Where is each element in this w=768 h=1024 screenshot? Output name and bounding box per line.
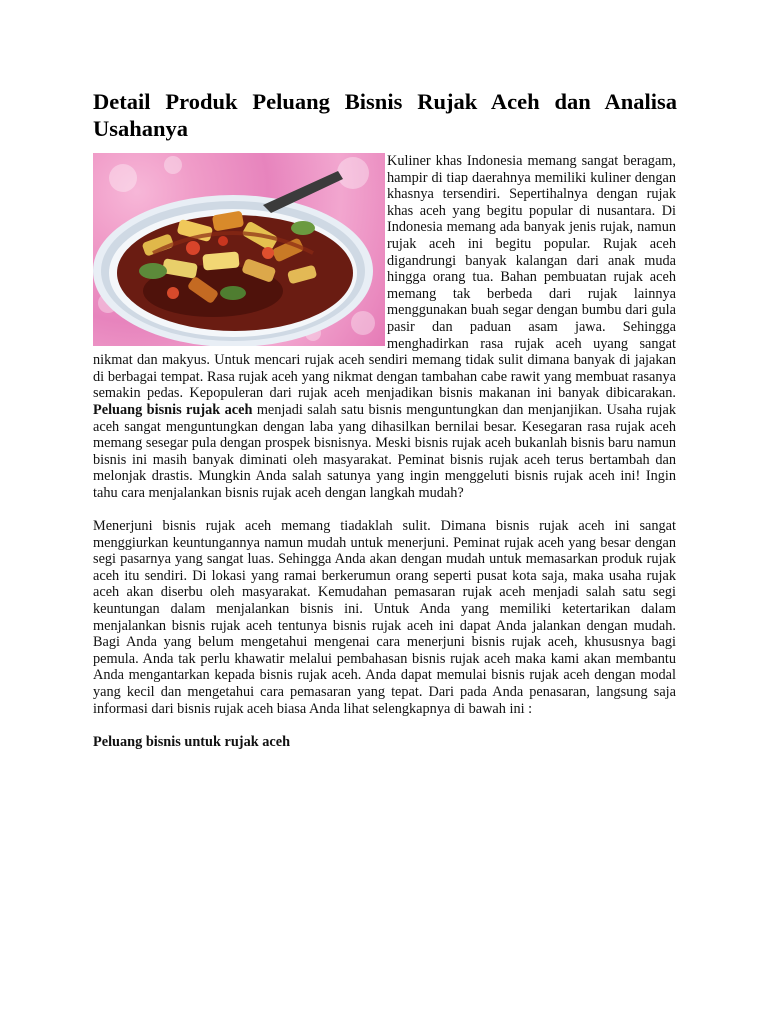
section-subheading: Peluang bisnis untuk rujak aceh xyxy=(93,733,291,750)
paragraph-intro-continued: menjadi salah satu bisnis menguntungkan dan menjanjikan. Usaha rujak aceh sangat menguntungkan dengan laba yang dihasilkan bernilai besar. Kesegaran rasa rujak aceh memang sesegar pula dengan prospek bisnisnya. Meski bisnis rujak aceh bukanlah bisnis baru namun bisnis ini masih banyak diminati oleh masyarakat. Peminat bisnis rujak aceh terus bertambah dan melonjak drastis. Mungkin Anda salah satunya yang ingin menggeluti bisnis rujak aceh ini! Ingin tahu cara menjalankan bisnis rujak aceh dengan langkah mudah? xyxy=(93,401,676,501)
rujak-aceh-photo xyxy=(93,153,385,346)
rujak-plate-illustration xyxy=(93,153,385,346)
article-body xyxy=(93,153,676,750)
paragraph-second: Menerjuni bisnis rujak aceh memang tiadaklah sulit. Dimana bisnis rujak aceh ini sangat menggiurkan keuntungannya namun mudah untuk menerjuni. Peminat rujak aceh yang besar dengan segi pasarnya yang sangat luas. Sehingga Anda akan dengan mudah untuk memasarkan produk rujak aceh itu sendiri. Di lokasi yang ramai berkerumun orang seperti pusat kota saja, maka usaha rujak aceh akan diserbu oleh masyarakat. Kemudahan pemasaran rujak aceh menjadi salah satu segi keuntungan dalam menjalankan bisnis ini. Untuk Anda yang memiliki ketertarikan dalam menjalankan bisnis rujak aceh tentunya bisnis rujak aceh ini dapat Anda jalankan dengan mudah. Bagi Anda yang belum mengetahui mengenai cara menerjuni bisnis rujak aceh, khususnya bagi pemula. Anda tak perlu khawatir melalui pembahasan bisnis rujak aceh maka kami akan membantu Anda mengantarkan kepada bisnis rujak aceh. Anda dapat memulai bisnis rujak aceh dengan modal yang kecil dan mengetahui cara pemasaran yang tepat. Dari pada Anda penasaran, langsung saja informasi dari bisnis rujak aceh biasa Anda lihat selengkapnya di bawah ini : xyxy=(93,518,676,717)
highlight-keyword: Peluang bisnis rujak aceh xyxy=(93,401,253,418)
paragraph-intro-text: Kuliner khas Indonesia memang sangat beragam, hampir di tiap daerahnya memiliki kuliner dengan khasnya tersendiri. Sepertihalnya dengan rujak khas aceh yang begitu popular di nusantara. Di Indonesia memang ada banyak jenis rujak, namun rujak aceh ini begitu popular. Rujak aceh digandrungi banyak kalangan dari anak muda hingga orang tua. Bahan pembuatan rujak aceh memang tak berbeda dari rujak lainnya menggunakan buah segar dengan bumbu dari gula pasir dan paduan asam jawa. Sehingga menghadirkan rasa rujak aceh uyang sangat nikmat dan makyus. Untuk mencari rujak aceh sendiri memang tidak sulit dimana banyak di jajakan di berbagai tempat. Rasa rujak aceh yang nikmat dengan tambahan cabe rawit yang membuat rasanya semakin pedas. Kepopuleran dari rujak aceh menjadikan bisnis makanan ini banyak dibicarakan. xyxy=(93,153,676,402)
page-title: Detail Produk Peluang Bisnis Rujak Aceh dan Analisa Usahanya xyxy=(93,89,677,141)
